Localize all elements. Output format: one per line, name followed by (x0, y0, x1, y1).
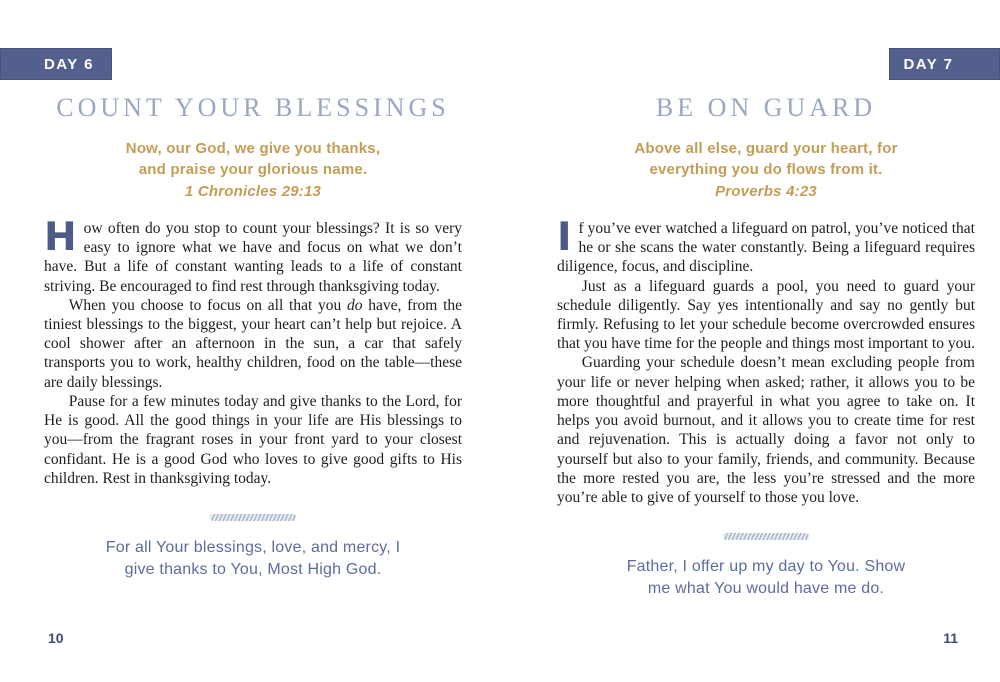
scripture-reference-right: Proverbs 4:23 (715, 182, 817, 200)
prayer-right (557, 556, 975, 599)
paragraph-text: f you’ve ever watched a lifeguard on patrol, you’ve noticed that he or she scans the water constantly. Being a lifeguard requires diligence, focus, and discipline. (557, 219, 975, 276)
scripture-reference-left: 1 Chronicles 29:13 (184, 182, 322, 200)
paragraph (557, 214, 975, 277)
day-7-banner-label: DAY 7 (903, 55, 954, 73)
scripture-quote-left (44, 138, 462, 202)
page-number-right: 11 (943, 630, 958, 646)
paragraph-text: have, from the tiniest blessings to the biggest, your heart can’t help but rejoice. A cool shower after an afternoon in the sun, a car that safely transports you to work, healthy children, food on the table—these are daily blessings. (44, 296, 463, 391)
rope-divider-icon (723, 533, 809, 540)
prayer-line: give thanks to You, Most High God. (124, 560, 382, 578)
dropcap-letter: I (557, 214, 572, 260)
prayer-line: me what You would have me do. (647, 579, 885, 597)
rope-divider-icon (210, 514, 296, 521)
page-right-day-7 (500, 0, 1000, 682)
paragraph: Guarding your schedule doesn’t mean excluding people from your life or never helping when asked; rather, it allows you to be more thoughtful and prayerful in what you agree to take on. It helps you avoid burnout, and it allows you to create time for rest and rejuvenation. This is actually doing a favor not only to yourself but also to your family, friends, and community. Because the more rested you are, the less you’re stressed and the more you’re able to give of yourself to those you love. (557, 354, 975, 506)
scripture-line: everything you do flows from it. (649, 161, 883, 179)
prayer-line: For all Your blessings, love, and mercy, I (105, 538, 401, 556)
paragraph-text: ow often do you stop to count your blessings? It is so very easy to ignore what we have and focus on what we don’t have. But a life of constant wanting leads to a life of constant striving. Be encouraged to find rest through thanksgiving today. (44, 219, 462, 295)
paragraph: Just as a lifeguard guards a pool, you need to guard your schedule diligently. Say yes intentionally and say no gently but firmly. Refusing to let your schedule become overcrowded ensures that you have time for the people and things most important to you. (557, 277, 975, 353)
emphasized-word: do (347, 296, 363, 314)
scripture-quote-right (557, 138, 975, 202)
paragraph (44, 214, 462, 296)
prayer-left (44, 537, 462, 580)
paragraph-text: When you choose to focus on all that you (68, 296, 348, 314)
paragraph (44, 296, 462, 392)
devotional-title-right: BE ON GUARD (655, 93, 877, 122)
page-left-content (44, 0, 462, 580)
dropcap-letter: H (44, 214, 77, 260)
scripture-line: Above all else, guard your heart, for (634, 140, 898, 157)
paragraph: Pause for a few minutes today and give thanks to the Lord, for He is good. All the good things in your life are His blessings to you—from the fragrant roses in your front yard to your closest confidant. He is a good God who loves to give good gifts to His children. Rest in thanksgiving today. (44, 392, 462, 487)
devotional-title-left: COUNT YOUR BLESSINGS (56, 93, 450, 122)
devotional-body-left (44, 214, 463, 488)
page-number-left: 10 (48, 630, 64, 646)
day-6-banner-label: DAY 6 (43, 55, 95, 73)
devotional-body-right (557, 214, 975, 507)
prayer-line: Father, I offer up my day to You. Show (626, 558, 906, 576)
scripture-line: and praise your glorious name. (138, 161, 368, 179)
scripture-line: Now, our God, we give you thanks, (125, 140, 381, 157)
page-right-content (557, 0, 975, 599)
